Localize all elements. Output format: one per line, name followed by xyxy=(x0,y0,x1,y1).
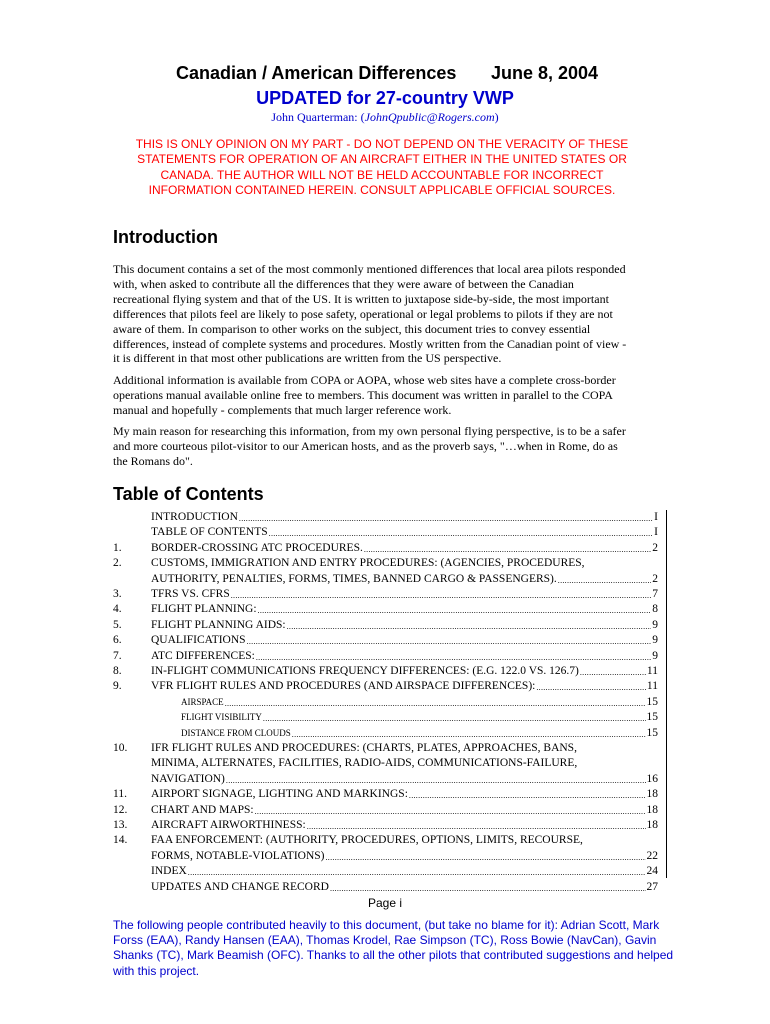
toc-entry-title: FLIGHT VISIBILITY xyxy=(181,712,262,723)
contributors-line: The following people contributed heavily to this document, (but take no blame for it): Adrian Scott, Mark xyxy=(113,918,660,932)
toc-entry-page: I xyxy=(654,511,658,523)
toc-entry-page: 15 xyxy=(646,711,658,724)
toc-entry-title: AIRCRAFT AIRWORTHINESS: xyxy=(151,819,306,831)
author-email: JohnQpublic@Rogers.com xyxy=(364,110,495,124)
toc-entry[interactable] xyxy=(113,618,658,633)
document-subtitle: UPDATED for 27-country VWP xyxy=(256,88,514,108)
toc-entry-title: IFR FLIGHT RULES AND PROCEDURES: (CHARTS, PLATES, APPROACHES, BANS, xyxy=(151,742,577,754)
toc-entry-number xyxy=(113,710,181,725)
toc-entry-page: 18 xyxy=(646,803,658,816)
toc-entry-page: 27 xyxy=(646,880,658,893)
toc-entry-number: 14. xyxy=(113,834,128,847)
toc-entry-title: TABLE OF CONTENTS xyxy=(151,526,268,539)
toc-entry[interactable] xyxy=(113,587,658,602)
toc-entry-continuation xyxy=(113,572,658,587)
toc-entry-page: 2 xyxy=(652,572,658,585)
toc-entry-number xyxy=(113,864,151,879)
toc-entry[interactable] xyxy=(113,741,658,756)
toc-entry-number xyxy=(113,726,181,741)
toc-leader-dots xyxy=(269,525,654,540)
disclaimer-warning xyxy=(108,137,656,199)
document-date: June 8, 2004 xyxy=(491,63,599,83)
toc-leader-dots xyxy=(256,649,651,664)
paragraph-line: recreational flying system and that of the US. It is written to juxtapose side-by-side, the most important xyxy=(113,291,609,306)
toc-entry-number xyxy=(113,880,151,895)
toc-entry-title: CUSTOMS, IMMIGRATION AND ENTRY PROCEDURES: (AGENCIES, PROCEDURES, xyxy=(151,557,585,570)
paragraph-line: and more courteous pilot-visitor to our American hosts, and as the proverb says, "…when in Rome, do as xyxy=(113,438,618,453)
toc-entry-page: 2 xyxy=(652,541,658,554)
toc-entry-number: 12. xyxy=(113,803,128,816)
toc-leader-dots xyxy=(558,572,651,587)
toc-entry-title-continued: MINIMA, ALTERNATES, FACILITIES, RADIO-AIDS, COMMUNICATIONS-FAILURE, xyxy=(151,757,578,770)
toc-leader-dots xyxy=(326,849,646,864)
toc-entry-title-continued: FORMS, NOTABLE-VIOLATIONS) xyxy=(151,849,325,862)
introduction-paragraph-2 xyxy=(113,373,658,418)
toc-entry-page: 22 xyxy=(646,849,658,862)
author-line xyxy=(0,110,770,125)
paragraph-line: differences that pilots feel are likely to pose safety, operational or legal problems to pilots if they are not xyxy=(113,306,613,321)
toc-entry-title: CHART AND MAPS: xyxy=(151,803,254,816)
toc-leader-dots xyxy=(409,787,646,802)
paragraph-line: operations manual available online free to members. This document was written in parallel to the COPA xyxy=(113,387,613,402)
toc-entry-title: IN-FLIGHT COMMUNICATIONS FREQUENCY DIFFERENCES: (E.G. 122.0 VS. 126.7) xyxy=(151,665,579,677)
toc-leader-dots xyxy=(580,664,646,679)
toc-entry-number: 4. xyxy=(113,603,122,616)
toc-entry[interactable] xyxy=(113,556,658,571)
toc-leader-dots xyxy=(255,803,646,818)
toc-indent xyxy=(113,756,151,771)
toc-entry-page: 18 xyxy=(646,788,658,801)
toc-entry-page: 24 xyxy=(646,865,658,878)
toc-entry-title: VFR FLIGHT RULES AND PROCEDURES (AND AIRSPACE DIFFERENCES): xyxy=(151,680,536,693)
toc-leader-dots xyxy=(239,510,653,525)
toc-entry-number xyxy=(113,695,181,710)
warning-line: THIS IS ONLY OPINION ON MY PART - DO NOT DEPEND ON THE VERACITY OF THESE xyxy=(135,137,629,151)
page-number: Page i xyxy=(367,896,403,910)
toc-entry-continuation xyxy=(113,849,658,864)
author-suffix: ) xyxy=(494,110,499,124)
toc-entry[interactable] xyxy=(113,602,658,617)
toc-entry-number: 11. xyxy=(113,788,127,801)
toc-entry-number: 3. xyxy=(113,588,122,600)
toc-margin-rule xyxy=(666,510,667,878)
toc-leader-dots xyxy=(188,864,646,879)
paragraph-line: the Romans do". xyxy=(113,453,193,468)
toc-entry-continuation xyxy=(113,756,658,771)
toc-entry-page: 18 xyxy=(646,819,658,831)
toc-leader-dots xyxy=(292,726,646,741)
toc-entry-page: 11 xyxy=(646,680,658,693)
toc-entry-title: UPDATES AND CHANGE RECORD xyxy=(151,880,329,893)
toc-entry-number: 7. xyxy=(113,649,122,662)
contributors-note xyxy=(113,918,674,979)
toc-leader-dots xyxy=(364,541,651,556)
toc-entry-title: ATC DIFFERENCES: xyxy=(151,649,255,662)
toc-indent xyxy=(113,849,151,864)
toc-entry-number: 13. xyxy=(113,819,128,831)
toc-entry-page: 9 xyxy=(652,649,658,662)
toc-entry[interactable] xyxy=(113,710,658,725)
toc-entry[interactable] xyxy=(113,679,658,694)
toc-leader-dots xyxy=(307,818,646,833)
contributors-line: Shanks (TC), Mark Beamish (OFC). Thanks to all the other pilots that contributed suggestions and helped xyxy=(113,948,674,963)
toc-entry-page: 7 xyxy=(652,588,658,600)
toc-indent xyxy=(113,572,151,587)
toc-entry-number: 1. xyxy=(113,541,122,554)
contributors-line: Forss (EAA), Randy Hansen (EAA), Thomas Krodel, Rae Simpson (TC), Ross Bowie (NavCan), Gavin xyxy=(113,933,657,948)
toc-entry-page: 9 xyxy=(652,618,658,631)
paragraph-line: it is different in that most other publications are written from the US perspective. xyxy=(113,351,502,366)
toc-entry-title: FAA ENFORCEMENT: (AUTHORITY, PROCEDURES, OPTIONS, LIMITS, RECOURSE, xyxy=(151,834,583,847)
toc-leader-dots xyxy=(226,772,646,787)
toc-entry-page: 16 xyxy=(646,772,658,785)
toc-entry-title: TFRS VS. CFRS xyxy=(151,588,230,600)
toc-entry-page: I xyxy=(654,526,658,539)
toc-entry[interactable] xyxy=(113,541,658,556)
paragraph-line: differences, instead of complete systems and procedures. Mostly written from the Canadian point of view - xyxy=(113,336,627,351)
toc-entry-number: 9. xyxy=(113,680,122,693)
toc-entry[interactable] xyxy=(113,880,658,895)
toc-entry-page: 15 xyxy=(646,726,658,739)
toc-entry[interactable] xyxy=(113,864,658,879)
toc-entry-number xyxy=(113,510,151,525)
paragraph-line: manual and hopefully - complements that much larger reference work. xyxy=(113,402,452,417)
toc-leader-dots xyxy=(258,602,652,617)
toc-entry[interactable] xyxy=(113,695,658,710)
toc-leader-dots xyxy=(287,618,652,633)
toc-entry[interactable] xyxy=(113,525,658,540)
toc-entry-number: 10. xyxy=(113,742,128,754)
toc-entry-title-continued: NAVIGATION) xyxy=(151,772,225,785)
toc-entry[interactable] xyxy=(113,803,658,818)
toc-entry-title: AIRPORT SIGNAGE, LIGHTING AND MARKINGS: xyxy=(151,788,408,801)
toc-entry-continuation xyxy=(113,772,658,787)
toc-entry[interactable] xyxy=(113,633,658,648)
toc-entry-page: 8 xyxy=(652,603,658,616)
toc-entry-number xyxy=(113,525,151,540)
toc-entry-page: 9 xyxy=(652,634,658,647)
toc-entry-title: DISTANCE FROM CLOUDS xyxy=(181,727,291,738)
paragraph-line: aware of them. In comparison to other works on the subject, this document tries to convey essential xyxy=(113,321,591,336)
toc-entry[interactable] xyxy=(113,649,658,664)
paragraph-line: My main reason for researching this information, from my own personal flying perspective, is to be a safer xyxy=(113,424,626,438)
toc-entry-number: 6. xyxy=(113,634,122,647)
toc-entry[interactable] xyxy=(113,726,658,741)
toc-entry-page: 15 xyxy=(646,695,658,708)
warning-line: CANADA. THE AUTHOR WILL NOT BE HELD ACCOUNTABLE FOR INCORRECT xyxy=(160,167,604,182)
author-name: John Quarterman: ( xyxy=(271,110,365,124)
toc-leader-dots xyxy=(225,695,646,710)
toc-indent xyxy=(113,772,151,787)
toc-entry-title: INDEX xyxy=(151,865,187,878)
toc-entry-page: 11 xyxy=(646,665,658,677)
toc-leader-dots xyxy=(536,679,646,694)
toc-entry-title: FLIGHT PLANNING AIDS: xyxy=(151,618,286,631)
toc-entry-title: FLIGHT PLANNING: xyxy=(151,603,257,616)
toc-entry-number: 5. xyxy=(113,618,122,631)
toc-entry-title: BORDER-CROSSING ATC PROCEDURES. xyxy=(151,541,363,554)
toc-entry-number: 8. xyxy=(113,665,122,677)
introduction-paragraph-3 xyxy=(113,424,658,469)
toc-entry-title-continued: AUTHORITY, PENALTIES, FORMS, TIMES, BANNED CARGO & PASSENGERS). xyxy=(151,572,557,585)
introduction-heading: Introduction xyxy=(113,227,218,247)
toc-leader-dots xyxy=(263,710,646,725)
toc-leader-dots xyxy=(247,633,652,648)
toc-leader-dots xyxy=(231,587,652,602)
toc-entry[interactable] xyxy=(113,787,658,802)
paragraph-line: This document contains a set of the most commonly mentioned differences that local area pilots responded xyxy=(113,262,626,276)
toc-entry-title: QUALIFICATIONS xyxy=(151,634,246,647)
document-title: Canadian / American Differences xyxy=(176,63,457,83)
toc-entry[interactable] xyxy=(113,833,658,848)
toc-entry-title: INTRODUCTION xyxy=(151,511,238,523)
toc-entry[interactable] xyxy=(113,510,658,525)
warning-line: STATEMENTS FOR OPERATION OF AN AIRCRAFT EITHER IN THE UNITED STATES OR xyxy=(137,152,627,167)
warning-line: INFORMATION CONTAINED HEREIN. CONSULT APPLICABLE OFFICIAL SOURCES. xyxy=(148,183,616,198)
contributors-line: with this project. xyxy=(113,963,200,978)
toc-leader-dots xyxy=(330,880,646,895)
toc-entry[interactable] xyxy=(113,818,658,833)
paragraph-line: Additional information is available from COPA or AOPA, whose web sites have a complete cross-border xyxy=(113,373,616,387)
toc-entry-title: AIRSPACE xyxy=(181,696,224,707)
toc-entry-number: 2. xyxy=(113,557,122,570)
introduction-paragraph-1 xyxy=(113,262,658,366)
paragraph-line: with, when asked to contribute all the differences that they were aware of between the Canadian xyxy=(113,276,574,291)
toc-heading: Table of Contents xyxy=(113,484,264,504)
toc-entry[interactable] xyxy=(113,664,658,679)
